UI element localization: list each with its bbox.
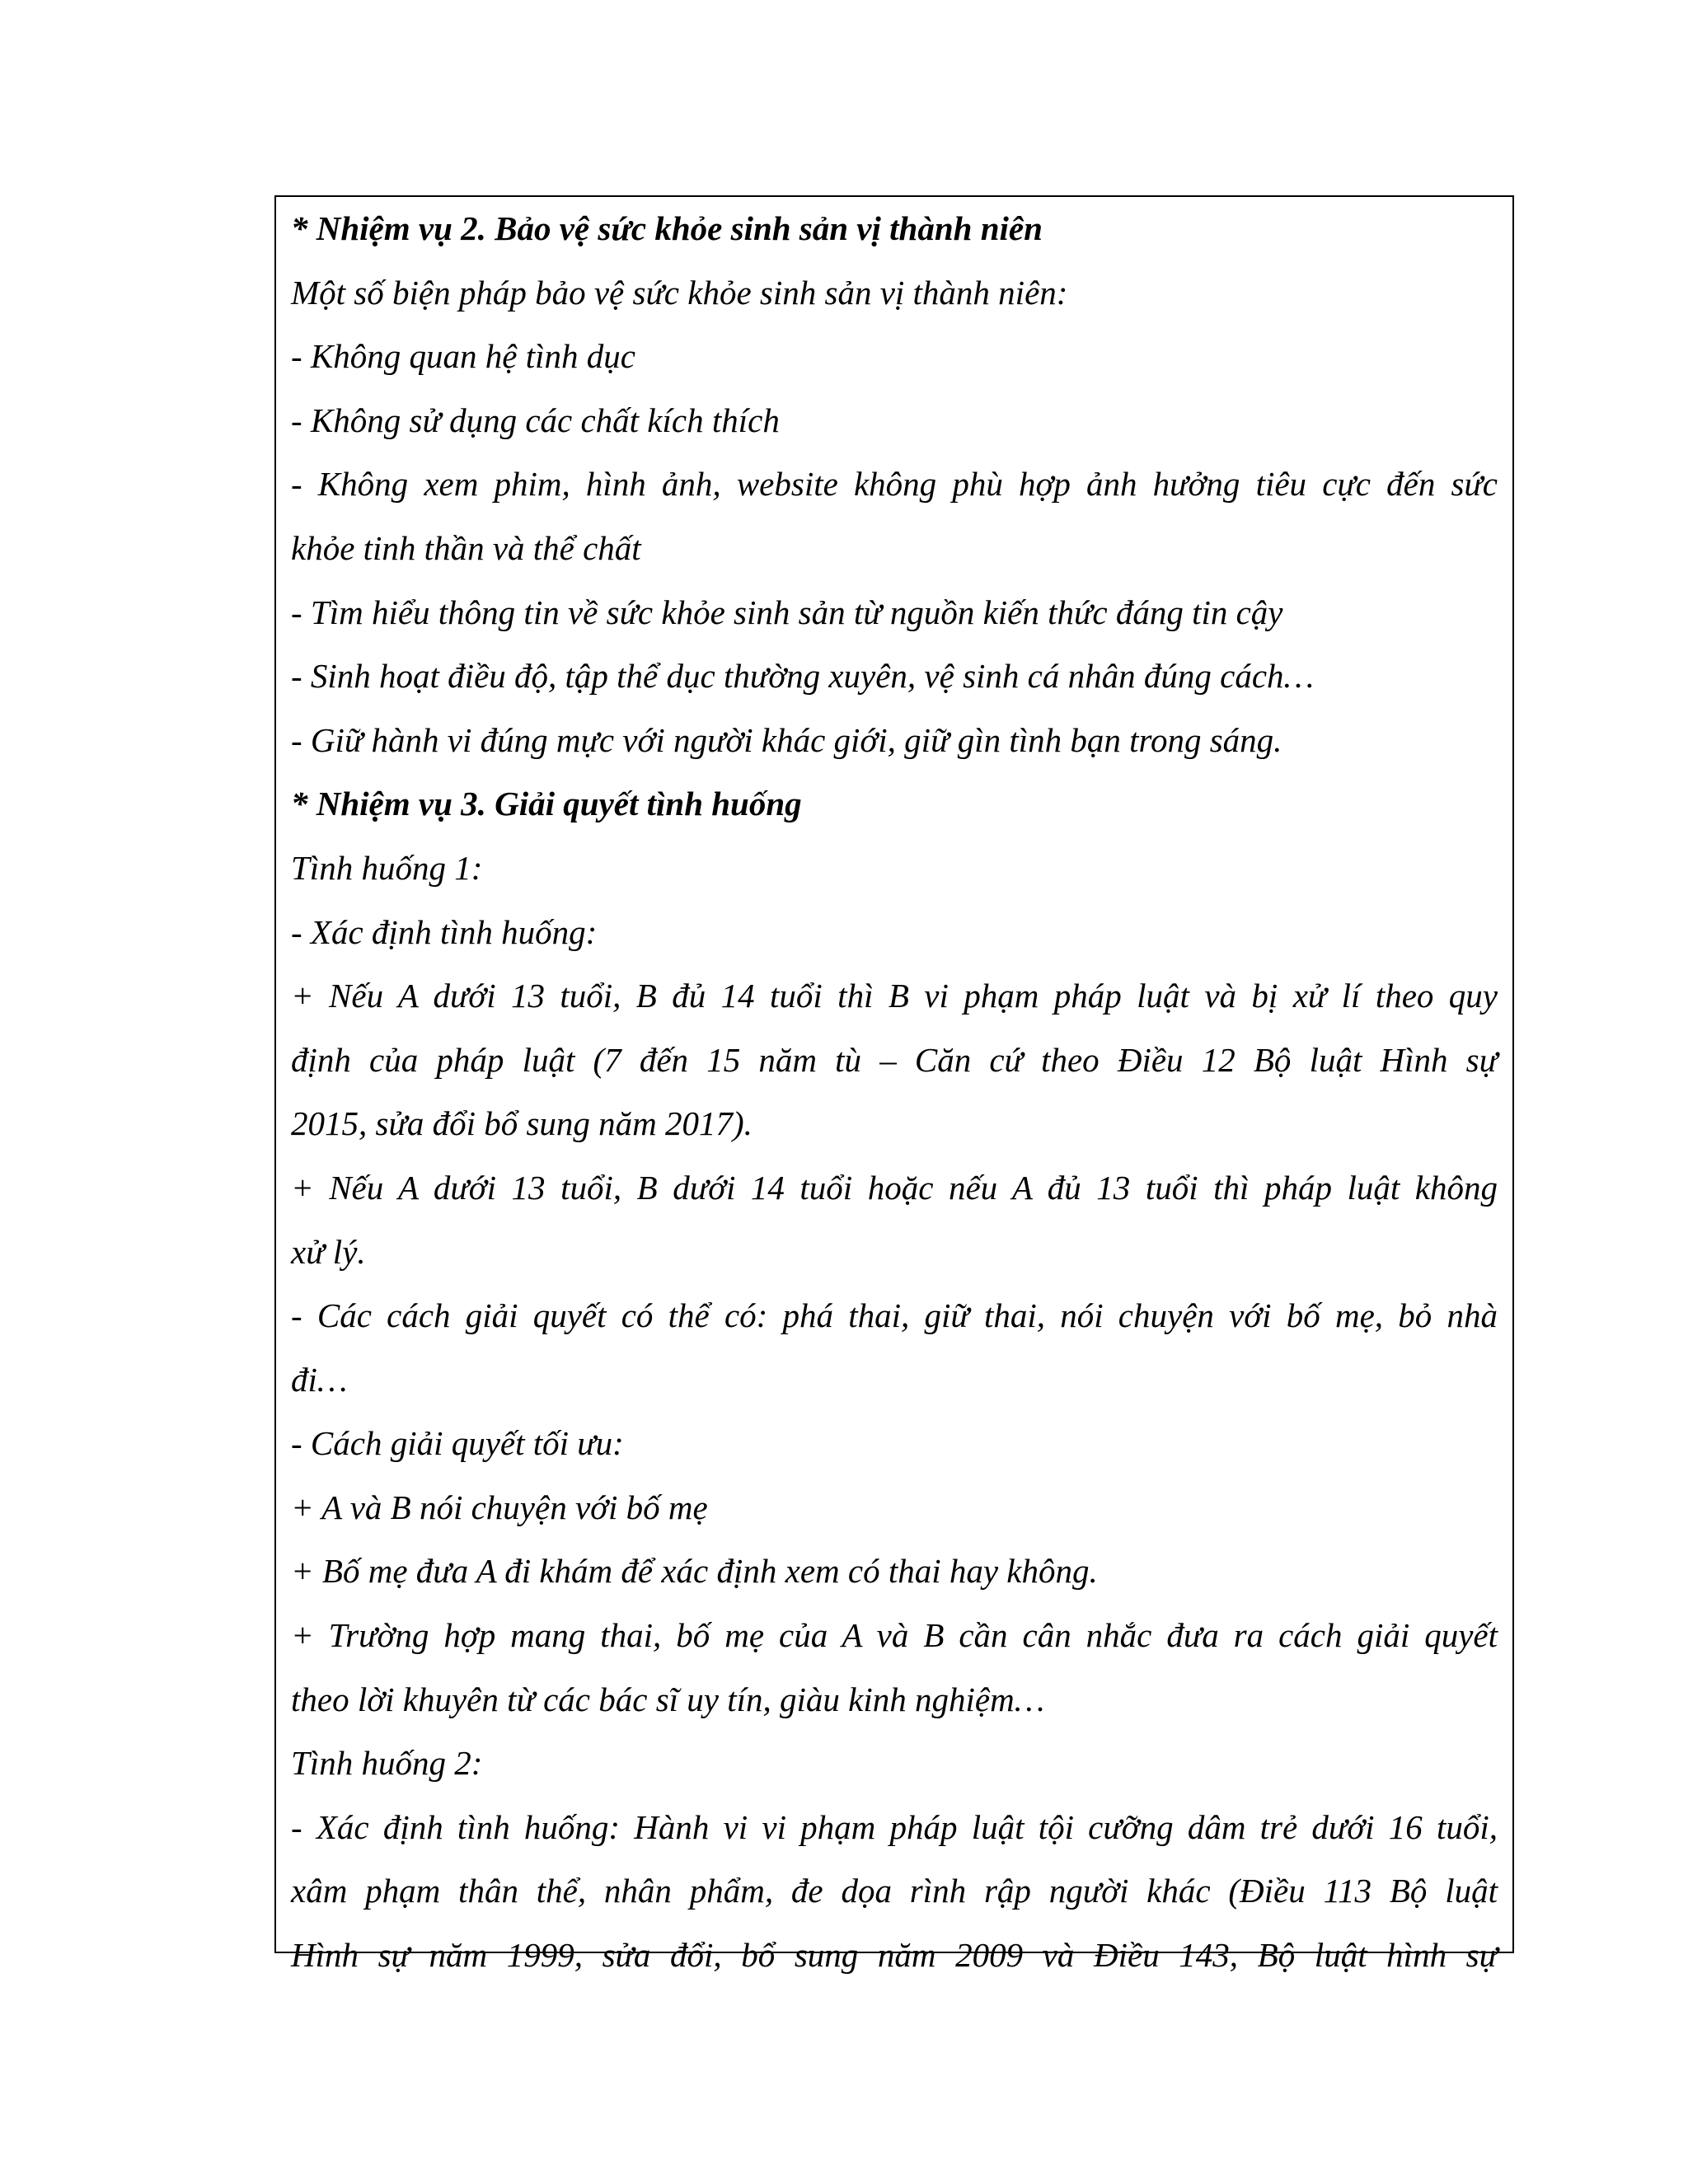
text-line: Một số biện pháp bảo vệ sức khỏe sinh sản vị thành niên: bbox=[291, 273, 1068, 312]
text-line: định của pháp luật (7 đến 15 năm tù – Căn cứ theo Điều 12 Bộ luật Hình sự bbox=[291, 1040, 1498, 1079]
text-line: - Cách giải quyết tối ưu: bbox=[291, 1424, 624, 1463]
text-line: + Nếu A dưới 13 tuổi, B dưới 14 tuổi hoặc nếu A đủ 13 tuổi thì pháp luật không bbox=[291, 1168, 1498, 1207]
text-lines bbox=[291, 197, 1498, 1988]
text-line: - Giữ hành vi đúng mực với người khác giới, giữ gìn tình bạn trong sáng. bbox=[291, 720, 1282, 759]
text-line: + Trường hợp mang thai, bố mẹ của A và B cần cân nhắc đưa ra cách giải quyết bbox=[291, 1616, 1498, 1655]
text-line: - Không sử dụng các chất kích thích bbox=[291, 401, 780, 439]
text-line: - Không xem phim, hình ảnh, website không phù hợp ảnh hưởng tiêu cực đến sức bbox=[291, 465, 1498, 504]
text-line: - Các cách giải quyết có thể có: phá thai, giữ thai, nói chuyện với bố mẹ, bỏ nhà bbox=[291, 1296, 1498, 1335]
text-line: Tình huống 2: bbox=[291, 1744, 483, 1783]
text-line: 2015, sửa đổi bổ sung năm 2017). bbox=[291, 1104, 753, 1143]
text-line: - Sinh hoạt điều độ, tập thể dục thường xuyên, vệ sinh cá nhân đúng cách… bbox=[291, 657, 1314, 696]
text-line: khỏe tinh thần và thể chất bbox=[291, 528, 641, 567]
content-table-cell bbox=[274, 195, 1514, 1975]
text-line: + Nếu A dưới 13 tuổi, B đủ 14 tuổi thì B vi phạm pháp luật và bị xử lí theo quy bbox=[291, 977, 1498, 1015]
text-line: Tình huống 1: bbox=[291, 848, 483, 887]
text-line: xâm phạm thân thể, nhân phẩm, đe dọa rình rập người khác (Điều 113 Bộ luật bbox=[291, 1872, 1498, 1910]
text-line: đi… bbox=[291, 1360, 348, 1399]
text-line: xử lý. bbox=[291, 1232, 366, 1271]
text-line: - Xác định tình huống: bbox=[291, 912, 598, 951]
text-line: - Xác định tình huống: Hành vi vi phạm pháp luật tội cưỡng dâm trẻ dưới 16 tuổi, bbox=[291, 1807, 1498, 1846]
section-heading: * Nhiệm vụ 3. Giải quyết tình huống bbox=[291, 785, 802, 823]
section-heading: * Nhiệm vụ 2. Bảo vệ sức khỏe sinh sản vị thành niên bbox=[291, 209, 1043, 247]
text-line: - Tìm hiểu thông tin về sức khỏe sinh sản từ nguồn kiến thức đáng tin cậy bbox=[291, 593, 1283, 631]
text-line: + Bố mẹ đưa A đi khám để xác định xem có thai hay không. bbox=[291, 1552, 1098, 1591]
text-line: - Không quan hệ tình dục bbox=[291, 337, 635, 376]
text-line: theo lời khuyên từ các bác sĩ uy tín, giàu kinh nghiệm… bbox=[291, 1680, 1045, 1718]
text-line: + A và B nói chuyện với bố mẹ bbox=[291, 1488, 708, 1526]
text-line: Hình sự năm 1999, sửa đổi, bổ sung năm 2009 và Điều 143, Bộ luật hình sự bbox=[291, 1936, 1498, 1975]
